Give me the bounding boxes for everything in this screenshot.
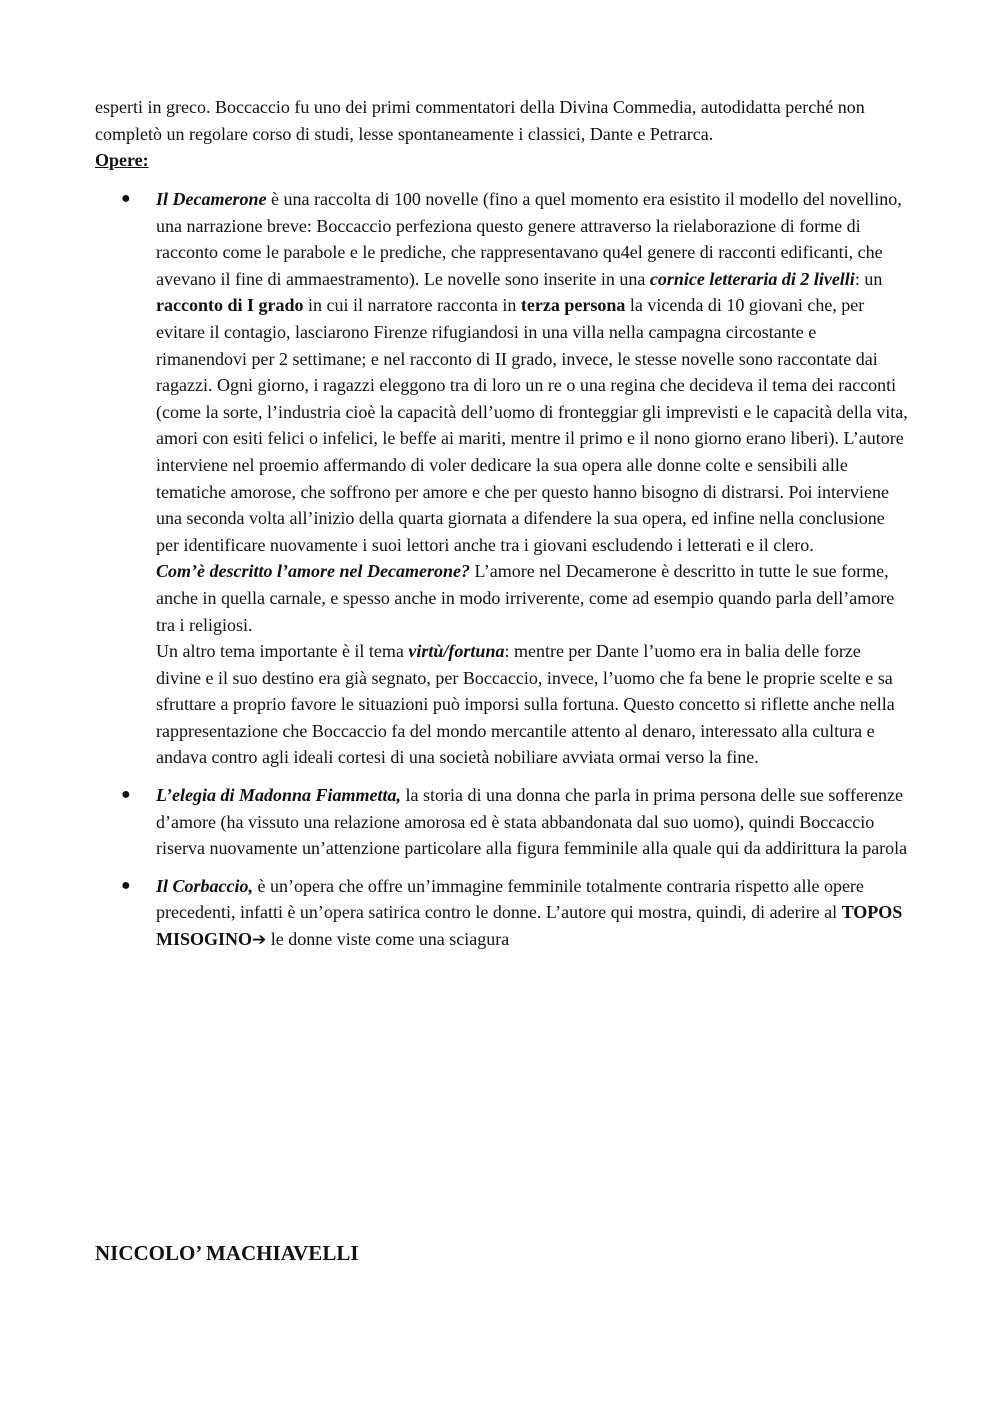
bold-run: TOPOS MISOGINO bbox=[156, 902, 903, 950]
corbaccio-paragraph bbox=[156, 873, 910, 954]
text-run: la vicenda di 10 giovani che, per evitare il contagio, lasciarono Firenze rifugiandosi in una villa nella campagna circostante e rimanendovi per 2 settimane; e nel racconto di II grado, invece, le stesse novelle sono raccontate dai ragazzi. Ogni giorno, i ragazzi eleggono tra di loro un re o una regina che decideva il tema dei racconti (come la sorte, l’industria cioè la capacità dell’uomo di fronteggiar gli imprevisti e le capacità della vita, amori con esiti felici o infelici, le beffe ai mariti, mentre il primo e il nono giorno erano liberi). L’autore interviene nel proemio affermando di voler dedicare la sua opera alle donne colte e sensibili alle tematiche amorose, che soffrono per amore e che per questo hanno bisogno di distrarsi. Poi interviene una seconda volta all’inizio della quarta giornata a difendere la sua opera, ed infine nella conclusione per identificare nuovamente i suoi lettori anche tra i giovani escludendo i letterati e il clero. bbox=[156, 295, 908, 555]
text-run: è una raccolta di 100 novelle (fino a quel momento era esistito il modello del novellino, una narrazione breve: Boccaccio perfeziona questo genere attraverso la rielaborazione di forme di racconto come le parabole e le prediche, che rappresentavano qu4el genere di racconti edificanti, che avevano il fine di ammaestramento). Le novelle sono inserite in una bbox=[156, 189, 902, 289]
emphasis-run: virtù/fortuna bbox=[408, 641, 505, 662]
list-item-fiammetta bbox=[95, 782, 910, 862]
opere-heading bbox=[95, 147, 915, 174]
bullet-icon: ● bbox=[121, 190, 131, 207]
work-title: Il Corbaccio, bbox=[156, 875, 253, 896]
list-item-corbaccio bbox=[95, 873, 910, 954]
list-item-decamerone bbox=[95, 186, 910, 771]
question-title: Com’è descritto l’amore nel Decamerone? bbox=[156, 561, 470, 582]
text-run: in cui il narratore racconta in bbox=[303, 295, 521, 316]
intro-paragraph: esperti in greco. Boccaccio fu uno dei primi commentatori della Divina Commedia, autodidatta perché non completò un regolare corso di studi, lesse spontaneamente i classici, Dante e Petrarca. bbox=[95, 97, 865, 144]
virtue-fortune-paragraph bbox=[156, 638, 910, 771]
bullet-icon: ● bbox=[121, 786, 131, 804]
decamerone-paragraph bbox=[156, 186, 910, 558]
bullet-icon: ● bbox=[121, 876, 131, 894]
text-run: Un altro tema importante è il tema bbox=[156, 641, 409, 662]
intro-block bbox=[95, 94, 915, 174]
fiammetta-paragraph bbox=[156, 782, 910, 862]
emphasis-run: cornice letteraria di 2 livelli bbox=[649, 268, 855, 289]
text-run: : mentre per Dante l’uomo era in balia delle forze divine e il suo destino era già segnato, per Boccaccio, invece, l’uomo che fa bene le proprie scelte e sa sfruttare a proprio favore le situazioni può imporsi sulla fortuna. Questo concetto si riflette anche nella rappresentazione che Boccaccio fa del mondo mercantile attento al denaro, interessato alla cultura e andava contro agli ideali cortesi di una società nobiliare avviata ormai verso la fine. bbox=[156, 641, 895, 768]
text-run: è un’opera che offre un’immagine femminile totalmente contraria rispetto alle opere precedenti, infatti è un’opera satirica contro le donne. L’autore qui mostra, quindi, di aderire al bbox=[156, 875, 864, 923]
section-title: NICCOLO’ MACHIAVELLI bbox=[95, 1241, 359, 1265]
love-question-paragraph bbox=[156, 558, 910, 638]
arrow-right-icon: ➔ bbox=[252, 930, 267, 951]
bold-run: racconto di I grado bbox=[156, 295, 304, 316]
work-title: L’elegia di Madonna Fiammetta, bbox=[156, 785, 402, 806]
bold-run: terza persona bbox=[520, 295, 626, 316]
text-run: L’amore nel Decamerone è descritto in tutte le sue forme, anche in quella carnale, e spesso anche in modo irriverente, come ad esempio quando parla dell’amore tra i religiosi. bbox=[156, 561, 895, 635]
text-run: le donne viste come una sciagura bbox=[266, 929, 510, 950]
text-run: : un bbox=[854, 268, 883, 289]
opere-heading-text: Opere: bbox=[95, 150, 149, 171]
text-run: la storia di una donna che parla in prima persona delle sue sofferenze d’amore (ha vissuto una relazione amorosa ed è stata abbandonata dal suo uomo), quindi Boccaccio riserva nuovamente un’attenzione particolare alla figura femminile alla quale qui da addirittura la parola bbox=[156, 785, 908, 859]
work-title: Il Decamerone bbox=[156, 189, 267, 209]
works-list bbox=[95, 186, 910, 965]
